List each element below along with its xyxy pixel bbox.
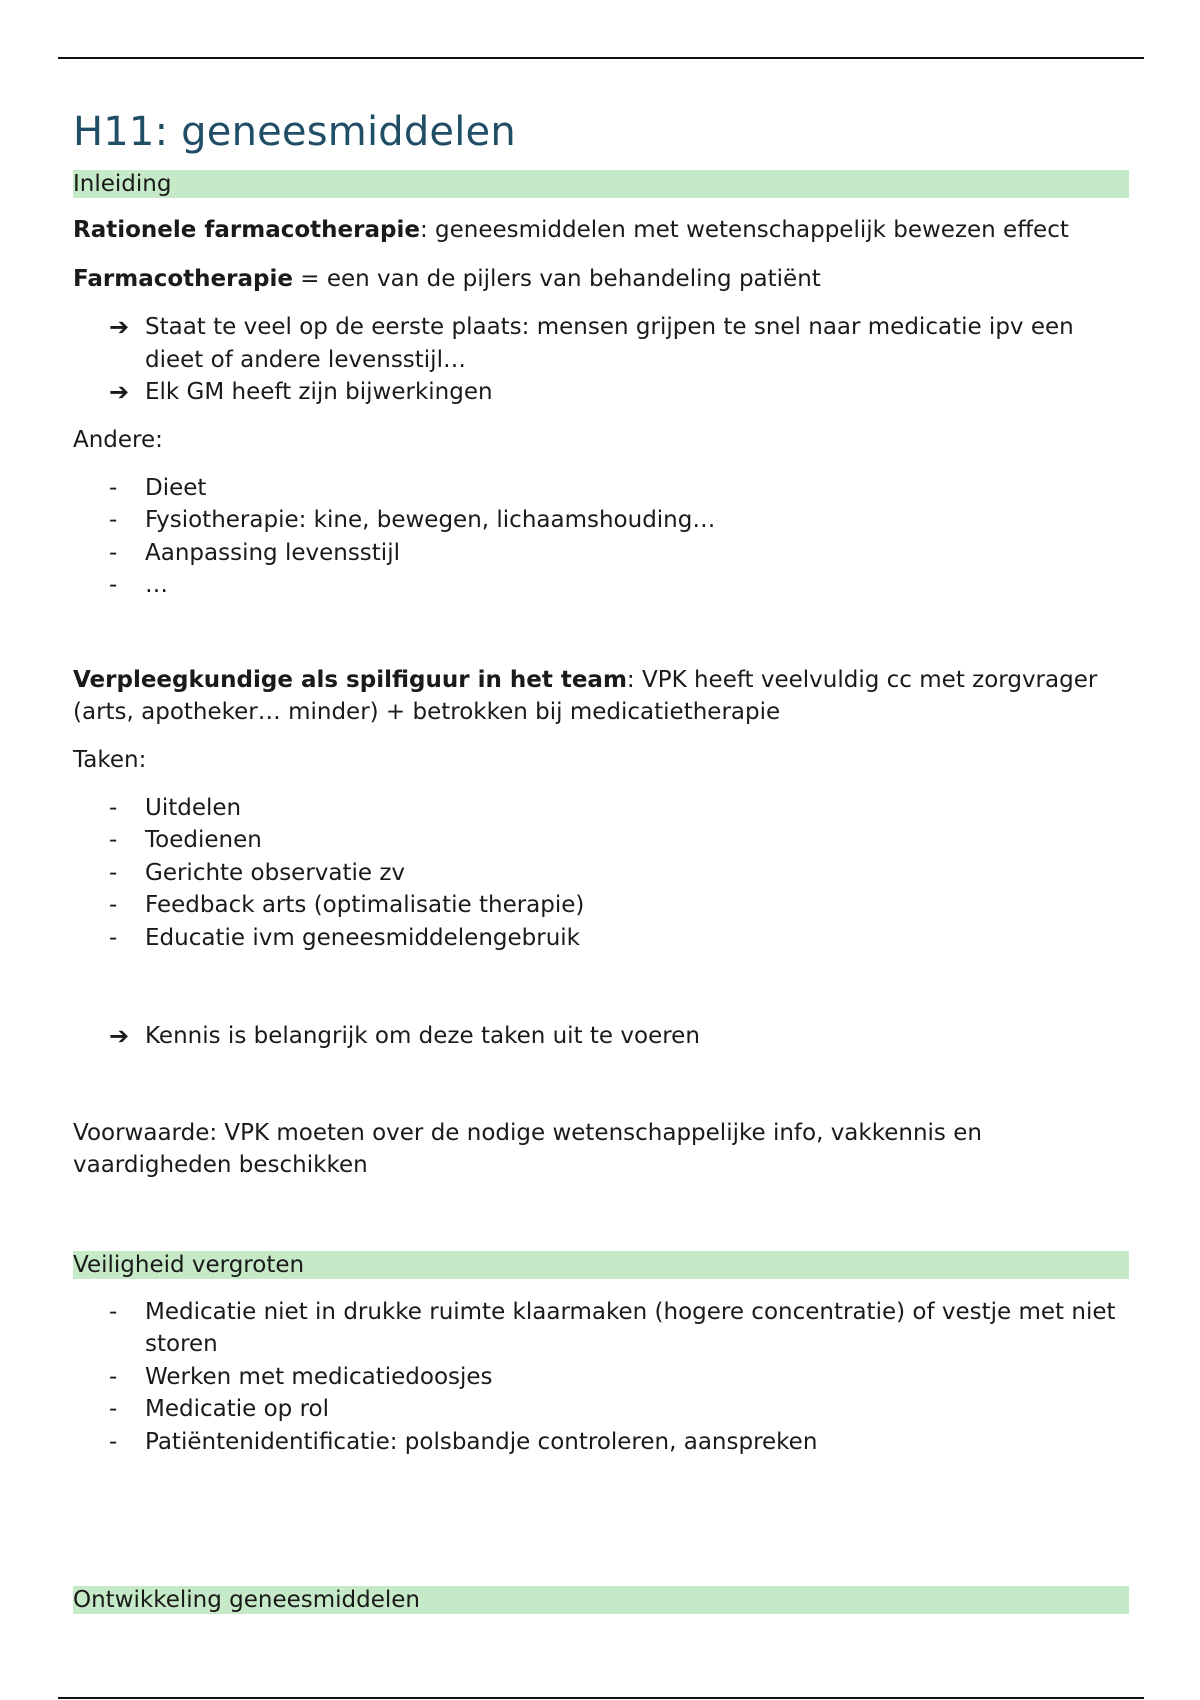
- dash-marker: -: [109, 924, 118, 951]
- farmacotherapie-arrow-list: [73, 311, 1129, 409]
- section-heading-inleiding: Inleiding: [73, 170, 1129, 198]
- dash-marker: -: [109, 892, 118, 918]
- list-item: - Gerichte observatie zv: [73, 857, 1129, 890]
- list-item: - …: [73, 569, 1129, 602]
- dash-marker: -: [109, 1363, 118, 1390]
- dash-marker: -: [109, 794, 118, 821]
- dash-marker: -: [109, 572, 118, 598]
- dash-marker: -: [109, 827, 118, 853]
- list-item: - Toedienen: [73, 824, 1129, 857]
- list-item: ➔ Staat te veel op de eerste plaats: mensen grijpen te snel naar medicatie ipv een dieet of andere levensstijl…: [109, 313, 1074, 373]
- voorwaarde-paragraph: Voorwaarde: VPK moeten over de nodige wetenschappelijke info, vakkennis en vaardigheden beschikken: [73, 1119, 982, 1178]
- rationele-farmacotherapie-definition: : geneesmiddelen met wetenschappelijk bewezen effect: [419, 217, 1069, 243]
- list-item: ➔ Elk GM heeft zijn bijwerkingen: [73, 376, 1129, 409]
- section-heading-ontwikkeling: Ontwikkeling geneesmiddelen: [73, 1586, 1129, 1614]
- document-body: [73, 104, 1129, 1614]
- dash-marker: -: [109, 1298, 118, 1325]
- dash-marker: -: [109, 1428, 118, 1455]
- list-item: - Medicatie op rol: [73, 1393, 1129, 1426]
- farmacotherapie-term: Farmacotherapie: [73, 266, 293, 292]
- farmacotherapie-paragraph: [73, 263, 1129, 295]
- dash-marker: -: [109, 859, 118, 886]
- dash-marker: -: [109, 474, 118, 501]
- list-item: - Uitdelen: [73, 792, 1129, 825]
- section-heading-veiligheid: Veiligheid vergroten: [73, 1251, 1129, 1279]
- list-item: - Educatie ivm geneesmiddelengebruik: [73, 922, 1129, 955]
- arrow-icon: ➔: [109, 1022, 130, 1050]
- list-item: ➔ Kennis is belangrijk om deze taken uit te voeren: [73, 1020, 1129, 1053]
- list-item: - Werken met medicatiedoosjes: [73, 1361, 1129, 1394]
- page-title: H11: geneesmiddelen: [73, 109, 516, 155]
- taken-list: [73, 792, 1129, 955]
- verpleegkundige-definition: : VPK heeft veelvuldig cc met zorgvrager (arts, apotheker… minder) + betrokken bij medicatietherapie: [73, 666, 1098, 725]
- andere-label: Andere:: [73, 426, 163, 453]
- taken-label: Taken:: [73, 746, 147, 773]
- verpleegkundige-paragraph: [73, 664, 1129, 728]
- rationele-farmacotherapie-term: Rationele farmacotherapie: [73, 217, 420, 243]
- verpleegkundige-term: Verpleegkundige als spilfiguur in het team: [73, 666, 627, 693]
- dash-marker: -: [109, 1396, 118, 1422]
- veiligheid-list: [73, 1296, 1129, 1459]
- list-item: - Dieet: [73, 472, 1129, 505]
- arrow-icon: ➔: [109, 378, 130, 406]
- farmacotherapie-definition: = een van de pijlers van behandeling patiënt: [292, 266, 821, 292]
- bottom-rule: [58, 1697, 1144, 1699]
- list-item: - Aanpassing levensstijl: [73, 537, 1129, 570]
- list-item: - Patiëntenidentificatie: polsbandje controleren, aanspreken: [73, 1426, 1129, 1459]
- rationele-farmacotherapie-paragraph: [73, 214, 1129, 246]
- kennis-arrow-list: [73, 1020, 1129, 1053]
- top-rule: [58, 57, 1144, 59]
- dash-marker: -: [109, 539, 118, 566]
- list-item: - Medicatie niet in drukke ruimte klaarmaken (hogere concentratie) of vestje met niet storen: [73, 1296, 1129, 1361]
- list-item: - Fysiotherapie: kine, bewegen, lichaamshouding…: [73, 504, 1129, 537]
- list-item: - Feedback arts (optimalisatie therapie): [73, 889, 1129, 922]
- andere-list: [73, 472, 1129, 602]
- arrow-icon: ➔: [109, 313, 130, 341]
- dash-marker: -: [109, 507, 118, 533]
